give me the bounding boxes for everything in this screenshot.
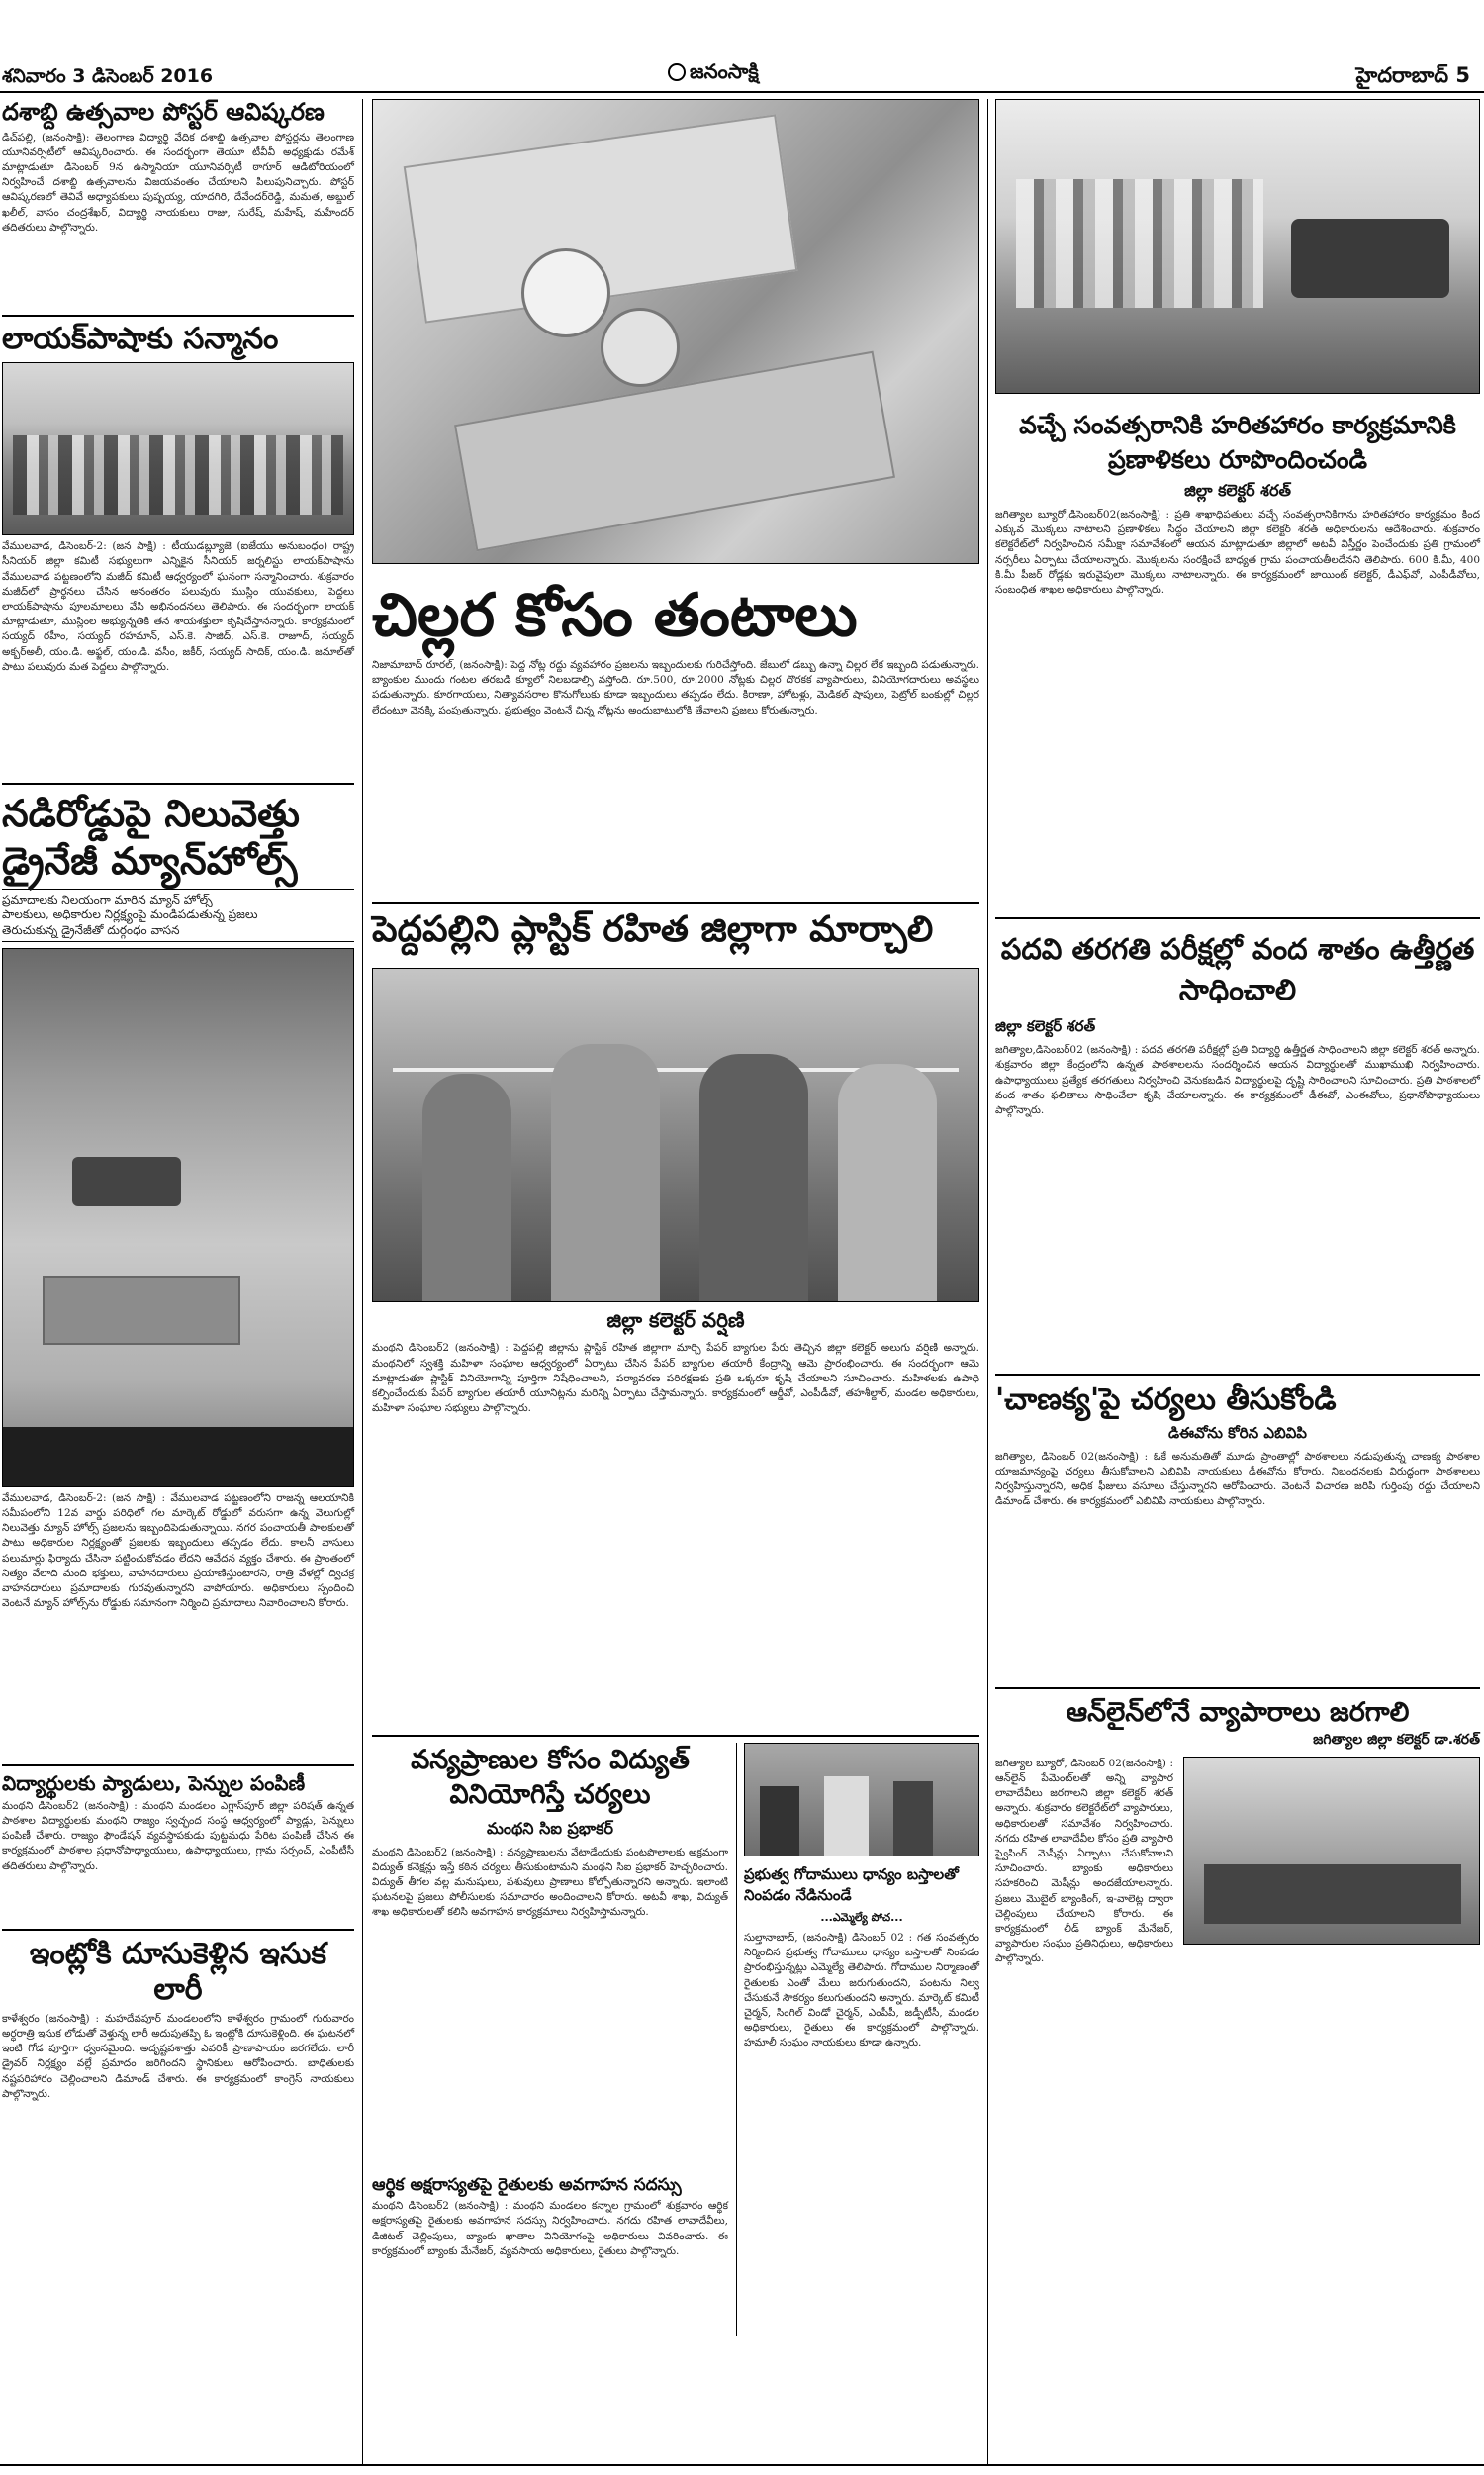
photo-godowns [744, 1743, 979, 1856]
footer-rule [0, 2464, 1484, 2466]
center-lower [372, 1743, 979, 2336]
article-sand-lorry-body: కాళేశ్వరం (జనంసాక్షి) : మహదేవపూర్ మండలంలోని కాళేశ్వరం గ్రామంలో గురువారం అర్ధరాత్రి ఇసుక లోడుతో వెళ్తున్న లారీ అదుపుతప్పి ఓ ఇంట్లోకి దూసుకెళ్లింది. ఈ ఘటనలో ఇంటి గోడ పూర్తిగా ధ్వంసమైంది. అదృష్టవశాత్తు ఎవరికీ ప్రాణాపాయం జరగలేదు. లారీ డ్రైవర్ నిర్లక్ష్యం వల్లే ప్రమాదం జరిగిందని స్థానికులు ఆరోపించారు. బాధితులకు నష్టపరిహారం చెల్లించాలని డిమాండ్ చేశారు. ఈ కార్యక్రమంలో కాంగ్రెస్ నాయకులు పాల్గొన్నారు. [2, 2012, 354, 2100]
byline-collector-1: జిల్లా కలెక్టర్ శరత్ [1184, 481, 1291, 500]
divider [2, 315, 354, 317]
photo-currency [372, 99, 979, 564]
headline-harithaharam: వచ్చే సంవత్సరానికి హరితహారం కార్యక్రమానికి ప్రణాళికలు రూపొందించండి [1019, 411, 1456, 474]
headline-pads-pens: విద్యార్థులకు ప్యాడులు, పెన్నుల పంపిణీ [2, 1770, 306, 1795]
headline-chanakya: 'చాణక్య'పై చర్యలు తీసుకోండి [995, 1382, 1337, 1418]
article-pads-pens-body: మంథని డిసెంబర్2 (జనంసాక్షి) : మంథని మండలం ఎగ్లాస్‌పూర్ జిల్లా పరిషత్ ఉన్నత పాఠశాల విద్యార్థులకు మంథని రాజ్యం స్వచ్ఛంద సంస్థ ఆధ్వర్యంలో ప్యాడ్లు, పెన్నులు పంపిణీ చేశారు. రాజ్యం ఫౌండేషన్ వ్యవస్థాపకుడు పుట్టమధు పేరిట పంపిణీ చేసిన ఈ కార్యక్రమంలో పాఠశాల ప్రధానోపాధ్యాయులు, ఉపాధ్యాయులు, గ్రామ సర్పంచ్, ఎంపీటీసీ తదితరులు పాల్గొన్నారు. [2, 1799, 354, 1872]
article-change-trouble-body: నిజామాబాద్ రూరల్, (జనంసాక్షి): పెద్ద నోట్ల రద్దు వ్యవహారం ప్రజలను ఇబ్బందులకు గురిచేస్తోంది. జేబులో డబ్బు ఉన్నా చిల్లర లేక ఇబ్బంది పడుతున్నారు. బ్యాంకుల ముందు గంటల తరబడి క్యూలో నిలబడాల్సి వస్తోంది. రూ.500, రూ.2000 నోట్లకు చిల్లర దొరకక వ్యాపారులు, వినియోగదారులు అవస్థలు పడుతున్నారు. కూరగాయలు, నిత్యావసరాల కొనుగోలుకు కూడా ఇబ్బందులు తప్పడం లేదు. కిరాణా, హోటళ్లు, మెడికల్ షాపులు, పెట్రోల్ బంకుల్లో చిల్లర లేదంటూ వెనక్కి పంపుతున్నారు. ప్రభుత్వం వెంటనే చిన్న నోట్లను అందుబాటులోకి తేవాలని ప్రజలు కోరుతున్నారు. [372, 659, 979, 716]
article-wildlife-body: మంథని డిసెంబర్2 (జనంసాక్షి) : వన్యప్రాణులను వేటాడేందుకు పంటపొలాలకు అక్రమంగా విద్యుత్ కనెక్షన్లు ఇస్తే కఠిన చర్యలు తీసుకుంటామని మంథని సిఐ ప్రభాకర్ హెచ్చరించారు. విద్యుత్ తీగల వల్ల మనుషులు, పశువులు ప్రాణాలు కోల్పోతున్నారని అన్నారు. ఇలాంటి ఘటనలపై ప్రజలు పోలీసులకు సమాచారం అందించాలని కోరారు. అటవీ శాఖ, విద్యుత్ శాఖ అధికారులతో కలిసి అవగాహన కార్యక్రమాలు నిర్వహిస్తామన్నారు. [372, 1846, 728, 1919]
photo-manholes [2, 948, 354, 1487]
page-header [0, 0, 1484, 87]
article-harithaharam-body: జగిత్యాల బ్యూరో,డిసెంబర్02(జనంసాక్షి) : ప్రతి శాఖాధిపతులు వచ్చే సంవత్సరానికిగాను హరితహారం కార్యక్రమం కింద ఎక్కువ మొక్కలు నాటాలని ప్రణాళికలు సిద్ధం చేయాలని జిల్లా కలెక్టర్ శరత్ అధికారులను ఆదేశించారు. శుక్రవారం కలెక్టరేట్‌లో నిర్వహించిన సమీక్షా సమావేశంలో ఆయన మాట్లాడుతూ జిల్లాలో అటవీ విస్తీర్ణం పెంచేందుకు ప్రతి గ్రామంలో నర్సరీలు ఏర్పాటు చేయాలన్నారు. మొక్కలను సంరక్షించే బాధ్యత గ్రామ పంచాయతీలదేనని తెలిపారు. 600 కి.మీ, 400 కి.మీ పీజర్ రోడ్లకు ఇరువైపులా మొక్కలు నాటాలన్నారు. ఈ కార్యక్రమంలో జాయింట్ కలెక్టర్, డీఎఫ్‌వో, ఎంపీడీవోలు, సంబంధిత శాఖల అధికారులు పాల్గొన్నారు. [995, 509, 1480, 597]
article-chanakya-body: జగిత్యాల, డిసెంబర్ 02(జనంసాక్షి) : ఓకే అనుమతితో మూడు ప్రాంతాల్లో పాఠశాలలు నడుపుతున్న చాణక్య పాఠశాల యాజమాన్యంపై చర్యలు తీసుకోవాలని ఎబివిపి నాయకులు డీఈవోను కోరారు. నిబంధనలకు విరుద్ధంగా పాఠశాలలు నిర్వహిస్తున్నారని, అధిక ఫీజులు వసూలు చేస్తున్నారని ఆరోపించారు. వెంటనే విచారణ జరిపి గుర్తింపు రద్దు చేయాలని డిమాండ్ చేశారు. ఈ కార్యక్రమంలో ఎబివిపి నాయకులు పాల్గొన్నారు. [995, 1450, 1480, 1508]
article-godowns-body: సుల్తానాబాద్, (జనంసాక్షి) డిసెంబర్ 02 : గత సంవత్సరం నిర్మించిన ప్రభుత్వ గోదాములు ధాన్యం బస్తాలతో నింపడం ప్రారంభిస్తున్నట్లు ఎమ్మెల్యే తెలిపారు. గోదాముల నిర్మాణంతో రైతులకు ఎంతో మేలు జరుగుతుందని, పంటను నిల్వ చేసుకునే సౌకర్యం కలుగుతుందని అన్నారు. మార్కెట్ కమిటీ చైర్మన్, సింగిల్ విండో చైర్మన్, ఎంపీపీ, జడ్పీటీసీ, మండల అధికారులు, రైతులు ఈ కార్యక్రమంలో పాల్గొన్నారు. హమాలీ సంఘం నాయకులు కూడా ఉన్నారు. [744, 1931, 979, 2049]
byline-collector-3: జగిత్యాల జిల్లా కలెక్టర్ డా.శరత్ [1313, 1731, 1480, 1748]
masthead-icon [668, 63, 686, 81]
divider [372, 902, 979, 904]
article-poster-body: డిచ్‌పల్లి, (జనంసాక్షి): తెలంగాణ విద్యార్థి వేదిక దశాబ్ది ఉత్సవాల పోస్టర్లను తెలంగాణ యూనివర్సిటీలో ఆవిష్కరించారు. ఈ సందర్భంగా తెయూ టీవీవీ అధ్యక్షుడు రమేశ్ మాట్లాడుతూ డిసెంబర్ 9న ఉస్మానియా యూనివర్సిటీ ఠాగూర్ ఆడిటోరియంలో నిర్వహించే దశాబ్ది ఉత్సవాలను విజయవంతం చేయాలని పిలుపునిచ్చారు. పోస్టర్ ఆవిష్కరణలో తెవివే అధ్యాపకులు పుష్పయ్య, యాదగిరి, దేవేందర్‌రెడ్డి, మమత, అబ్దుల్ ఖలీల్, వాసం చంద్రశేఖర్, విద్యార్థి నాయకులు రాజు, సురేష్, మహేష్, మహేందర్ తదితరులు పాల్గొన్నారు. [2, 131, 354, 234]
column-divider [736, 1743, 737, 2336]
article-online-business-body: జగిత్యాల బ్యూరో, డిసెంబర్ 02(జనంసాక్షి) : ఆన్‌లైన్ పేమెంట్‌లతో అన్ని వ్యాపార లావాదేవీలు జరగాలని జిల్లా కలెక్టర్ శరత్ అన్నారు. శుక్రవారం కలెక్టరేట్‌లో వ్యాపారులు, అధికారులతో సమావేశం నిర్వహించారు. నగదు రహిత లావాదేవీల కోసం ప్రతి వ్యాపారి స్వైపింగ్ మెషీన్లు ఏర్పాటు చేసుకోవాలని సూచించారు. బ్యాంకు అధికారులు సహకరించి మెషీన్లు అందజేయాలన్నారు. ప్రజలు మొబైల్ బ్యాంకింగ్, ఇ-వాలెట్ల ద్వారా చెల్లింపులు చేయాలని కోరారు. ఈ కార్యక్రమంలో లీడ్ బ్యాంక్ మేనేజర్, వ్యాపారుల సంఘం ప్రతినిధులు, అధికారులు పాల్గొన్నారు. [995, 1757, 1173, 1965]
headline-poster: దశాబ్ది ఉత్సవాల పోస్టర్ ఆవిష్కరణ [2, 98, 325, 126]
article-manholes-body: వేములవాడ, డిసెంబర్-2: (జన సాక్షి) : వేములవాడ పట్టణంలోని రాజన్న ఆలయానికి సమీపంలోని 12వ వార్డు పరిధిలో గల మార్కెట్ రోడ్డులో వరుసగా ఉన్న వెలుగుల్లో నిలువెత్తు మ్యాన్ హోల్స్ ప్రజలను ఇబ్బందిపెడుతున్నాయి. నగర పంచాయతీ పాలకులతో పాటు అధికారుల నిర్లక్ష్యంతో ప్రజలకు ఇబ్బందులు తప్పడం లేదు. కాలనీ వాసులు పలుమార్లు ఫిర్యాదు చేసినా పట్టించుకోవడం లేదని ఆవేదన వ్యక్తం చేశారు. ఈ ప్రాంతంలో నిత్యం వేలాది మంది భక్తులు, వాహనదారులు ప్రయాణిస్తుంటారని, రాత్రి వేళల్లో ద్విచక్ర వాహనదారులు ప్రమాదాలకు గురవుతున్నారని వాపోయారు. అధికారులు స్పందించి వెంటనే మ్యాన్ హోల్స్‌ను రోడ్డుకు సమానంగా నిర్మించి ప్రమాదాలు నివారించాలని కోరారు. [2, 1491, 354, 1610]
byline-ci: మంథని సిఐ ప్రభాకర్ [486, 1818, 614, 1838]
issue-date: శనివారం 3 డిసెంబర్ 2016 [2, 65, 214, 87]
wildlife-article [372, 1743, 728, 2328]
deck-line: పాలకులు, అధికారుల నిర్లక్ష్యంపై మండిపడుతున్న ప్రజలు [2, 907, 258, 922]
byline-mla: ...ఎమ్మెల్యే పోచ... [820, 1910, 903, 1924]
headline-plastic-free: పెద్దపల్లిని ప్లాస్టిక్ రహిత జిల్లాగా మార్చాలి [372, 909, 934, 950]
page-city-number: హైదరాబాద్ 5 [1355, 63, 1470, 87]
caption-godowns: ప్రభుత్వ గోదాములు ధాన్యం బస్తాలతో నింపడం నేడినుండే [744, 1865, 959, 1904]
column-right [995, 99, 1480, 2464]
deck-block [2, 889, 354, 942]
column-divider [362, 99, 363, 2464]
online-business-block [995, 1757, 1480, 2370]
photo-felicitation [2, 362, 354, 535]
headline-wildlife: వన్యప్రాణుల కోసం విద్యుత్ వినియోగిస్తే చర్యలు [411, 1745, 690, 1811]
header-rule [0, 91, 1484, 93]
column-godowns [744, 1743, 979, 2317]
photo-collector-meeting [995, 99, 1480, 394]
divider [2, 1764, 354, 1766]
divider [995, 1374, 1480, 1376]
masthead [668, 59, 759, 88]
divider [2, 783, 354, 785]
divider [995, 1687, 1480, 1689]
caption-collector: జిల్లా కలెక్టర్ వర్షిణి [606, 1308, 745, 1333]
headline-manholes: నడిరోడ్డుపై నిలువెత్తు డ్రైనేజీ మ్యాన్‌హోల్స్ [2, 792, 300, 883]
article-financial-literacy-body: మంథని డిసెంబర్2 (జనంసాక్షి) : మంథని మండలం కన్నాల గ్రామంలో శుక్రవారం ఆర్థిక అక్షరాస్యతపై రైతులకు అవగాహన సదస్సు నిర్వహించారు. నగదు రహిత లావాదేవీలు, డిజిటల్ చెల్లింపులు, బ్యాంకు ఖాతాల వినియోగంపై అధికారులు వివరించారు. ఈ కార్యక్రమంలో బ్యాంకు మేనేజర్, వ్యవసాయ అధికారులు, రైతులు పాల్గొన్నారు. [372, 2200, 728, 2257]
deck-line: ప్రమాదాలకు నిలయంగా మారిన మ్యాన్ హోల్స్ [2, 893, 213, 907]
photo-online-business [1183, 1757, 1480, 1945]
headline-felicitation: లాయక్‌పాషాకు సన్మానం [2, 321, 279, 356]
photo-plastic-free [372, 968, 979, 1302]
headline-change-trouble: చిల్లర కోసం తంటాలు [372, 581, 858, 650]
headline-online-business: ఆన్‌లైన్‌లోనే వ్యాపారాలు జరగాలి [1066, 1696, 1410, 1728]
headline-tenth-exams: పదవి తరగతి పరీక్షల్లో వంద శాతం ఉత్తీర్ణత సాధించాలి [1000, 932, 1475, 1006]
byline-abvp: డిఈవోను కోరిన ఎబివిపి [1168, 1423, 1307, 1442]
column-left [2, 99, 354, 2464]
column-divider [987, 99, 988, 2464]
byline-collector-2: జిల్లా కలెక్టర్ శరత్ [995, 1017, 1096, 1036]
divider [372, 1735, 979, 1737]
headline-financial-literacy: ఆర్థిక అక్షరాస్యతపై రైతులకు అవగాహన సదస్సు [372, 2174, 682, 2195]
column-center [372, 99, 979, 2464]
deck-line: తెరుచుకున్న డ్రైనేజీతో దుర్గంధం వాసన [2, 922, 180, 937]
article-tenth-exams-body: జగిత్యాల,డిసెంబర్02 (జనంసాక్షి) : పదవ తరగతి పరీక్షల్లో ప్రతి విద్యార్థి ఉత్తీర్ణత సాధించాలని జిల్లా కలెక్టర్ శరత్ అన్నారు. శుక్రవారం జిల్లా కేంద్రంలోని ఉన్నత పాఠశాలలను సందర్శించిన ఆయన విద్యార్థులతో ముఖాముఖి నిర్వహించారు. ఉపాధ్యాయులు ప్రత్యేక తరగతులు నిర్వహించి వెనుకబడిన విద్యార్థులపై దృష్టి సారించాలని సూచించారు. ప్రతి పాఠశాలలో వంద శాతం ఫలితాలు సాధించేలా కృషి చేయాలన్నారు. ఈ కార్యక్రమంలో డీఈవో, ఎంఈవోలు, ప్రధానోపాధ్యాయులు పాల్గొన్నారు. [995, 1044, 1480, 1116]
headline-sand-lorry: ఇంట్లోకి దూసుకెళ్లిన ఇసుక లారీ [29, 1936, 327, 2007]
article-felicitation-body: వేములవాడ, డిసెంబర్-2: (జన సాక్షి) : టీయుడబ్ల్యూజె (ఐజేయు అనుబంధం) రాష్ట్ర సీనియర్ జిల్లా కమిటీ సభ్యులుగా ఎన్నికైన సీనియర్ జర్నలిస్టు లాయక్‌పాషాను వేములవాడ పట్టణంలోని మజీద్ కమిటీ ఆధ్వర్యంలో ఘనంగా సన్మానించారు. శుక్రవారం మజీద్‌లో ప్రార్థనలు చేసిన అనంతరం పలువురు ముస్లిం యువకులు, పెద్దలు లాయక్‌పాషాను పూలమాలలు వేసి అభినందనలు తెలిపారు. ఈ సందర్భంగా లాయక్ మాట్లాడుతూ, ముస్లింల అభ్యున్నతికి తన శాయశక్తులా కృషిచేస్తానన్నారు. కార్యక్రమంలో సయ్యద్ రహీం, సయ్యద్ రహమాన్, ఎస్.కె. సాజిద్, ఎస్.కె. రాజూద్, సయ్యద్ అక్బర్‌అలీ, యం.డి. అఫ్జల్, యం.డి. వసీం, జకీర్, సయ్యద్ సాదిక్, యం.డి. జమాల్‌తో పాటు పలువురు మత పెద్దలు పాల్గొన్నారు. [2, 540, 354, 673]
masthead-text: జనంసాక్షి [690, 59, 759, 83]
article-plastic-free-body: మంథని డిసెంబర్2 (జనంసాక్షి) : పెద్దపల్లి జిల్లాను ప్లాస్టిక్ రహిత జిల్లాగా మార్చి పేపర్ బ్యాగుల పేరు తెచ్చిన జిల్లా కలెక్టర్ అలుగు వర్షిణి అన్నారు. మంథనిలో స్వశక్తి మహిళా సంఘాల ఆధ్వర్యంలో ఏర్పాటు చేసిన పేపర్ బ్యాగుల తయారీ కేంద్రాన్ని ఆమె ప్రారంభించారు. ఈ సందర్భంగా ఆమె మాట్లాడుతూ ప్లాస్టిక్ వినియోగాన్ని పూర్తిగా నిషేధించాలని, పర్యావరణ పరిరక్షణకు ప్రతి ఒక్కరూ కృషి చేయాలని సూచించారు. మహిళలకు ఉపాధి కల్పించేందుకు పేపర్ బ్యాగుల తయారీ యూనిట్లను మరిన్ని ఏర్పాటు చేస్తామన్నారు. కార్యక్రమంలో ఆర్డీవో, ఎంపీడీవో, తహశీల్దార్, మండల అధికారులు, మహిళా సంఘాల సభ్యులు పాల్గొన్నారు. [372, 1342, 979, 1415]
divider [2, 1929, 354, 1931]
divider [995, 917, 1480, 919]
